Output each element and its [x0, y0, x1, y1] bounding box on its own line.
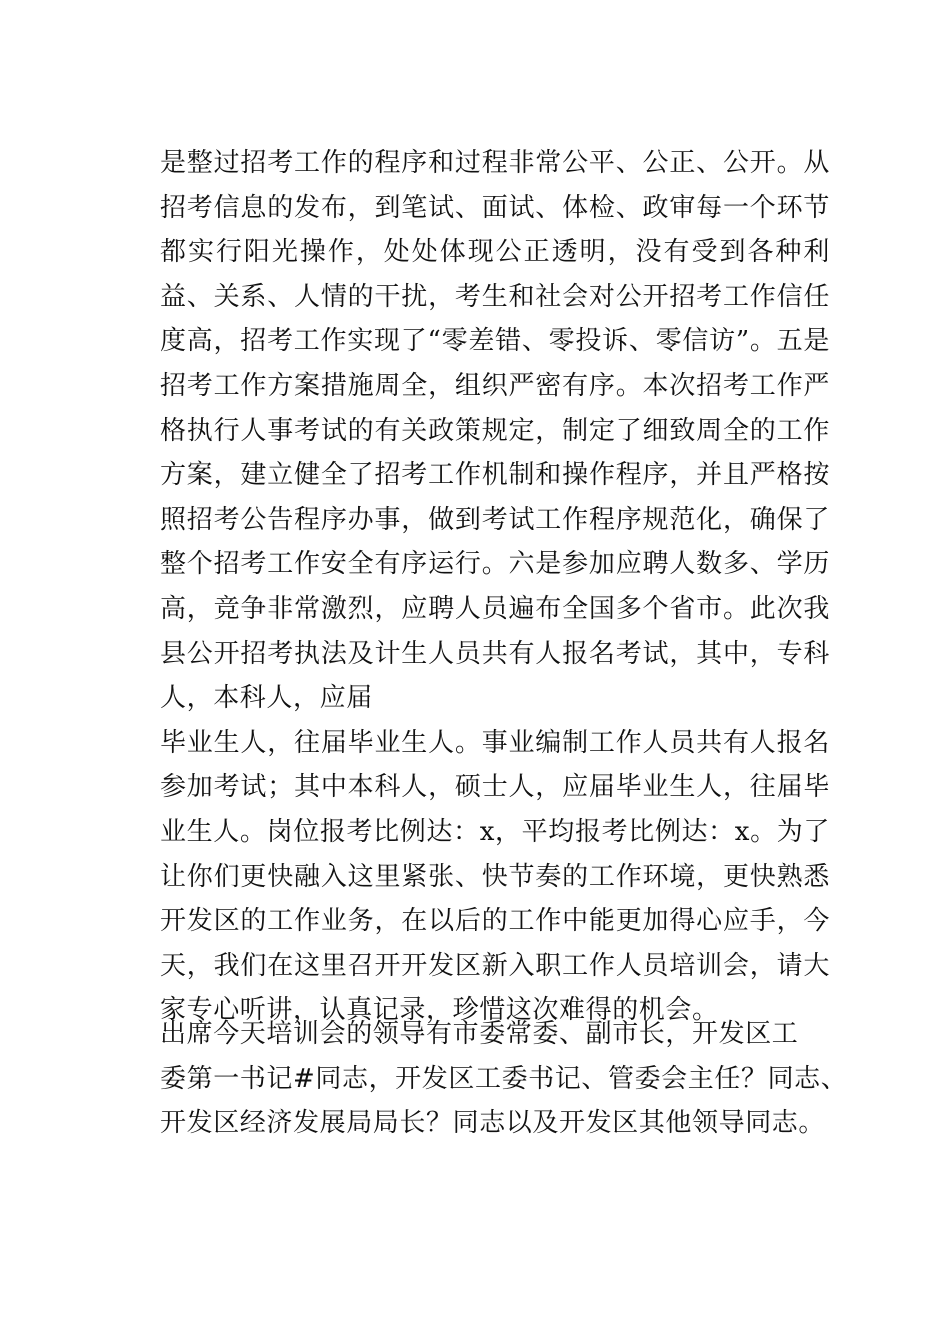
leaders-line-2: 委第一书记#同志，开发区工委书记、管委会主任？同志、 — [160, 1063, 848, 1094]
leaders-line-1: 出席今天培训会的领导有市委常委、副市长，开发区工 — [160, 1019, 799, 1049]
paragraph-recruitment-process: 是整过招考工作的程序和过程非常公平、公正、公开。从招考信息的发布，到笔试、面试、体检、政审每一个环节都实行阳光操作，处处体现公正透明，没有受到各种利益、关系、人情的干扰，考生和社会对公开招考工作信任度高，招考工作实现了“零差错、零投诉、零信访”。五是招考工作方案措施周全，组织严密有序。本次招考工作严格执行人事考试的有关政策规定，制定了细致周全的工作方案，建立健全了招考工作机制和操作程序，并且严格按照招考公告程序办事，做到考试工作程序规范化，确保了整个招考工作安全有序运行。六是参加应聘人数多、学历高，竞争非常激烈，应聘人员遍布全国多个省市。此次我县公开招考执法及计生人员共有人报名考试，其中，专科人，本科人，应届 — [160, 148, 830, 714]
paragraph-attending-leaders — [160, 1012, 848, 1146]
paragraph-applicant-stats: 毕业生人，往届毕业生人。事业编制工作人员共有人报名参加考试；其中本科人，硕士人，应届毕业生人，往届毕业生人。岗位报考比例达：x，平均报考比例达：x。为了让你们更快融入这里紧张、快节奏的工作环境，更快熟悉开发区的工作业务，在以后的工作中能更加得心应手，今天，我们在这里召开开发区新入职工作人员培训会，请大家专心听讲，认真记录，珍惜这次难得的机会。 — [160, 727, 830, 1026]
body-text — [160, 141, 830, 1033]
leaders-line-3: 开发区经济发展局局长？同志以及开发区其他领导同志。 — [160, 1108, 826, 1139]
